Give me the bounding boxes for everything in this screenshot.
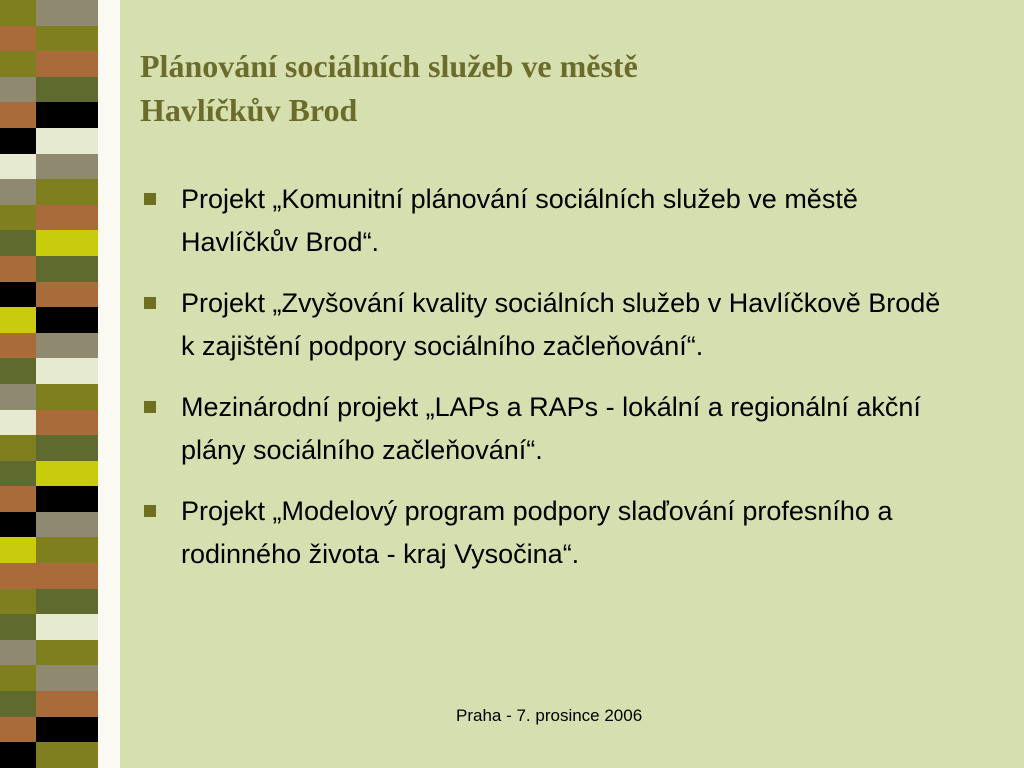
stripe-cell	[0, 384, 36, 410]
stripe-cell	[0, 230, 36, 256]
stripe-cell	[0, 410, 36, 436]
stripe-cell	[0, 461, 36, 487]
bullet-text: Projekt „Komunitní plánování sociálních služeb ve městě Havlíčkův Brod“.	[181, 184, 858, 257]
stripe-cell	[0, 0, 36, 26]
stripe-cell	[0, 102, 36, 128]
stripe-cell	[36, 614, 98, 640]
stripe-cell	[36, 179, 98, 205]
stripe-cell	[0, 563, 36, 589]
stripe-cell	[0, 307, 36, 333]
square-bullet-icon	[144, 505, 156, 517]
stripe-cell	[36, 435, 98, 461]
stripe-cell	[36, 205, 98, 231]
stripe-cell	[0, 256, 36, 282]
stripe-cell	[0, 179, 36, 205]
stripe-cell	[36, 563, 98, 589]
stripe-cell	[0, 26, 36, 52]
stripe-cell	[0, 77, 36, 103]
stripe-cell	[0, 51, 36, 77]
stripe-cell	[36, 589, 98, 615]
stripe-cell	[36, 154, 98, 180]
slide-footer: Praha - 7. prosince 2006	[456, 706, 643, 725]
stripe-cell	[36, 128, 98, 154]
stripe-cell	[36, 230, 98, 256]
bullet-text: Mezinárodní projekt „LAPs a RAPs - lokální a regionální akční plány sociálního začleňování“.	[181, 392, 921, 465]
stripe-cell	[0, 282, 36, 308]
stripe-cell	[36, 512, 98, 538]
bullet-item	[140, 490, 960, 576]
stripe-column-right	[36, 0, 98, 768]
bullet-text: Projekt „Zvyšování kvality sociálních služeb v Havlíčkově Brodě k zajištění podpory sociálního začleňování“.	[181, 288, 941, 361]
stripe-cell	[0, 589, 36, 615]
stripe-column-left	[0, 0, 36, 768]
stripe-cell	[0, 537, 36, 563]
stripe-cell	[36, 691, 98, 717]
stripe-cell	[36, 282, 98, 308]
stripe-cell	[36, 26, 98, 52]
stripe-cell	[0, 640, 36, 666]
stripe-cell	[0, 333, 36, 359]
square-bullet-icon	[144, 193, 156, 205]
stripe-cell	[36, 102, 98, 128]
stripe-cell	[36, 742, 98, 768]
bullet-list	[140, 178, 960, 594]
stripe-cell	[36, 665, 98, 691]
stripe-cell	[0, 691, 36, 717]
bullet-item	[140, 386, 960, 472]
stripe-cell	[36, 333, 98, 359]
stripe-cell	[0, 358, 36, 384]
slide-title-line: Plánování sociálních služeb ve městě	[140, 48, 638, 84]
stripe-cell	[0, 486, 36, 512]
stripe-cell	[0, 128, 36, 154]
stripe-cell	[0, 614, 36, 640]
stripe-cell	[36, 717, 98, 743]
square-bullet-icon	[144, 297, 156, 309]
stripe-cell	[0, 154, 36, 180]
stripe-cell	[36, 358, 98, 384]
stripe-cell	[0, 742, 36, 768]
stripe-cell	[36, 256, 98, 282]
stripe-cell	[36, 0, 98, 26]
stripe-cell	[36, 486, 98, 512]
slide-title-line: Havlíčkův Brod	[140, 92, 358, 128]
stripe-cell	[36, 51, 98, 77]
stripe-cell	[36, 537, 98, 563]
stripe-cell	[36, 77, 98, 103]
stripe-cell	[36, 307, 98, 333]
bullet-item	[140, 178, 960, 264]
stripe-cell	[36, 461, 98, 487]
stripe-cell	[36, 640, 98, 666]
bullet-text: Projekt „Modelový program podpory slaďování profesního a rodinného života - kraj Vysočina“.	[181, 496, 893, 569]
stripe-cell	[0, 205, 36, 231]
stripe-cell	[0, 717, 36, 743]
bullet-item	[140, 282, 960, 368]
stripe-cell	[0, 665, 36, 691]
stripe-cell	[36, 410, 98, 436]
stripe-cell	[0, 435, 36, 461]
stripe-cell	[36, 384, 98, 410]
square-bullet-icon	[144, 401, 156, 413]
decorative-stripe-bar	[0, 0, 120, 768]
stripe-cell	[0, 512, 36, 538]
slide-title	[140, 44, 1000, 132]
